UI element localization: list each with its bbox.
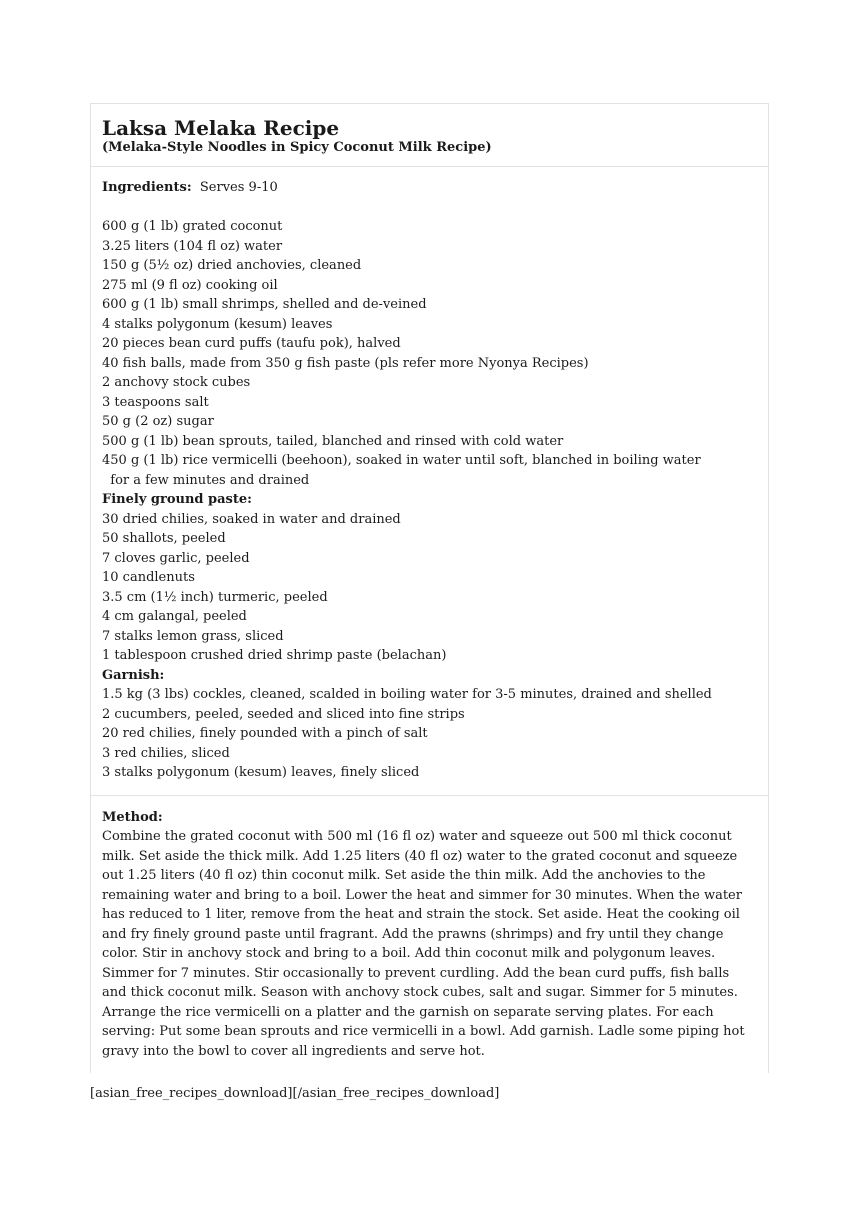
serves-text: Serves 9-10 [199,180,278,195]
method-section [91,796,768,1074]
ingredient-item: 50 g (2 oz) sugar [102,414,214,429]
ingredient-item: 275 ml (9 fl oz) cooking oil [102,277,278,293]
ingredient-item: 150 g (5½ oz) dried anchovies, cleaned [102,258,362,273]
ingredient-item: 500 g (1 lb) bean sprouts, tailed, blanched and rinsed with cold water [102,433,564,449]
ingredient-item: 20 pieces bean curd puffs (taufu pok), halved [102,336,401,351]
ingredient-item: 2 anchovy stock cubes [102,375,251,390]
garnish-item: 1.5 kg (3 lbs) cockles, cleaned, scalded in boiling water for 3-5 minutes, drained and shelled [102,687,712,702]
garnish-item: 3 red chilies, sliced [102,745,230,761]
recipe-card [90,103,769,1073]
paste-item: 30 dried chilies, soaked in water and drained [102,511,401,527]
paste-item: 7 stalks lemon grass, sliced [102,628,284,644]
ingredient-item: 600 g (1 lb) small shrimps, shelled and de-veined [102,297,427,312]
ingredients-header-line [102,178,757,198]
paste-item: 1 tablespoon crushed dried shrimp paste (belachan) [102,648,447,663]
garnish-list [102,685,757,783]
recipe-subtitle: (Melaka-Style Noodles in Spicy Coconut Milk Recipe) [102,140,492,155]
garnish-heading: Garnish: [102,667,165,683]
ingredient-item: 450 g (1 lb) rice vermicelli (beehoon), soaked in water until soft, blanched in boiling water [102,453,701,468]
ingredient-item: 600 g (1 lb) grated coconut [102,219,283,234]
ingredient-item: 3.25 liters (104 fl oz) water [102,238,283,254]
ingredient-item: 3 teaspoons salt [102,394,209,410]
method-text: Combine the grated coconut with 500 ml (16 fl oz) water and squeeze out 500 ml thick coconut milk. Set aside the thick milk. Add 1.25 liters (40 fl oz) water to the grated coconut and squeeze out 1.25 liters (40 fl oz) thin coconut milk. Set aside the thin milk. Add the anchovies to the remaining water and bring to a boil. Lower the heat and simmer for 30 minutes. When the water has reduced to 1 liter, remove from the heat and strain the stock. Set aside. Heat the cooking oil and fry finely ground paste until fragrant. Add the prawns (shrimps) and fry until they change color. Stir in anchovy stock and bring to a boil. Add thin coconut milk and polygonum leaves. Simmer for 7 minutes. Stir occasionally to prevent curdling. Add the bean curd puffs, fish balls and thick coconut milk. Season with anchovy stock cubes, salt and sugar. Simmer for 5 minutes. Arrange the rice vermicelli on a platter and the garnish on separate serving plates. For each serving: Put some bean sprouts and rice vermicelli in a bowl. Add garnish. Ladle some piping hot gravy into the bowl to cover all ingredients and serve hot. [102,829,745,1059]
ingredient-item: 4 stalks polygonum (kesum) leaves [102,316,333,332]
ingredients-heading: Ingredients: [102,180,192,195]
paste-item: 50 shallots, peeled [102,531,226,546]
paste-heading: Finely ground paste: [102,492,252,507]
recipe-header [91,104,768,167]
spacer [102,198,757,218]
paste-item: 4 cm galangal, peeled [102,609,247,624]
ingredients-section [91,167,768,796]
ingredient-item: 40 fish balls, made from 350 g fish paste (pls refer more Nyonya Recipes) [102,355,589,371]
paste-item: 3.5 cm (1½ inch) turmeric, peeled [102,589,328,605]
garnish-item: 2 cucumbers, peeled, seeded and sliced into fine strips [102,706,465,722]
ingredients-list [102,217,757,490]
ingredient-item: for a few minutes and drained [102,472,310,488]
recipe-title: Laksa Melaka Recipe [102,116,340,140]
download-shortcode: [asian_free_recipes_download][/asian_free_recipes_download] [90,1086,500,1101]
method-heading: Method: [102,809,163,825]
paste-item: 10 candlenuts [102,570,195,585]
paste-item: 7 cloves garlic, peeled [102,550,250,566]
paste-list [102,510,757,666]
garnish-item: 20 red chilies, finely pounded with a pinch of salt [102,726,428,741]
garnish-item: 3 stalks polygonum (kesum) leaves, finely sliced [102,765,420,780]
